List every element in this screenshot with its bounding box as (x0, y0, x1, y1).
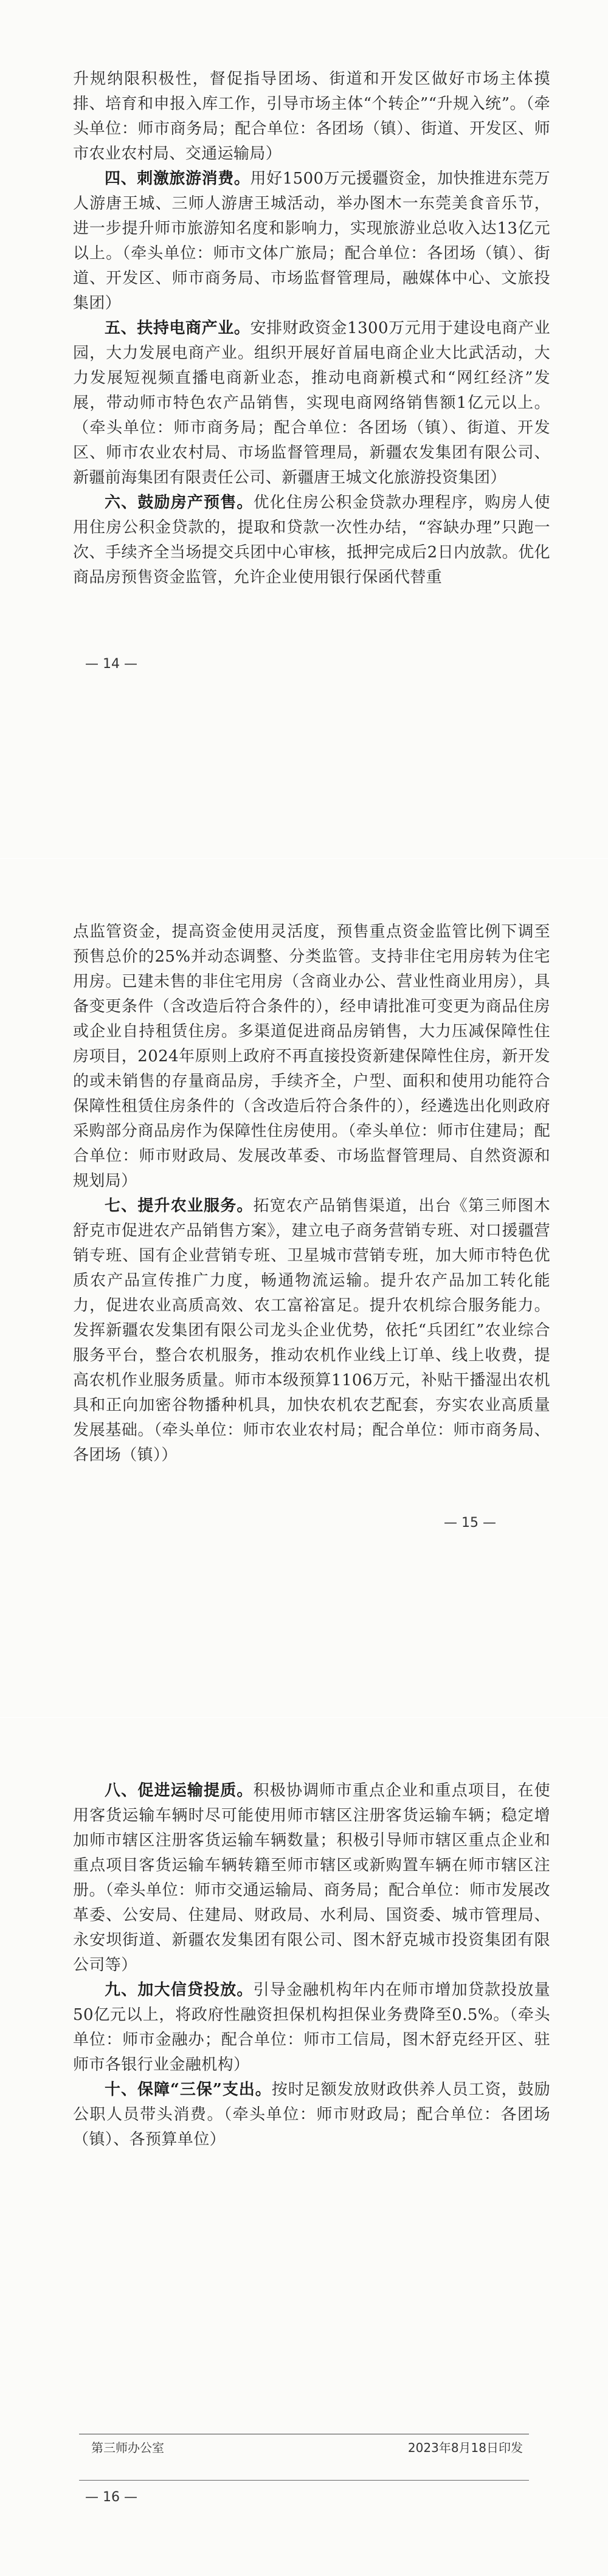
section-heading: 六、鼓励房产预售。 (105, 494, 254, 512)
paragraph-text: 升规纳限积极性，督促指导团场、街道和开发区做好市场主体摸排、培育和申报入库工作，引导市场主体“个转企”“升规入统”。（牵头单位：师市商务局；配合单位：各团场（镇）、街道、开发区、师市农业农村局、交通运输局） (73, 70, 550, 163)
page-body (73, 1779, 550, 2152)
paragraph-text: 点监管资金，提高资金使用灵活度，预售重点资金监管比例下调至预售总价的25%并动态调整、分类监管。支持非住宅用房转为住宅用房。已建未售的非住宅用房（含商业办公、营业性商业用房），具备变更条件（含改造后符合条件的），经申请批准可变更为商品住房或企业自持租赁住房。多渠道促进商品房销售，大力压减保障性住房项目，2024年原则上政府不再直接投资新建保障性住房，新开发的或未销售的存量商品房，手续齐全，户型、面积和使用功能符合保障性租赁住房条件的（含改造后符合条件的），经遴选出化则政府采购部分商品房作为保障性住房使用。（牵头单位：师市住建局；配合单位：师市财政局、发展改革委、市场监督管理局、自然资源和规划局） (73, 923, 550, 1190)
section-heading: 九、加大信贷投放。 (105, 1981, 254, 1999)
page-number: — 16 — (85, 2490, 137, 2505)
section-heading: 八、促进运输提质。 (105, 1782, 254, 1800)
paragraph (73, 2078, 550, 2152)
footer-rule-bottom (79, 2480, 529, 2481)
paragraph-text: 安排财政资金1300万元用于建设电商产业园，大力发展电商产业。组织开展好首届电商企业大比武活动，大力发展短视频直播电商新业态，推动电商新模式和“网红经济”发展，带动师市特色农产品销售，实现电商网络销售额1亿元以上。（牵头单位：师市商务局；配合单位：各团场（镇）、街道、开发区、师市农业农村局、市场监督管理局，新疆农发集团有限公司、新疆前海集团有限责任公司、新疆唐王城文化旅游投资集团） (73, 319, 550, 487)
page-number: — 14 — (85, 656, 137, 672)
page-body (73, 920, 550, 1468)
paragraph (73, 316, 550, 491)
section-heading: 七、提升农业服务。 (105, 1197, 254, 1215)
paragraph-text: 拓宽农产品销售渠道，出台《第三师图木舒克市促进农产品销售方案》，建立电子商务营销专班、对口援疆营销专班、国有企业营销专班、卫星城市营销专班，加大师市特色优质农产品宣传推广力度，畅通物流运输。提升农产品加工转化能力，促进农业高质高效、农工富裕富足。提升农机综合服务能力。发挥新疆农发集团有限公司龙头企业优势，依托“兵团红”农业综合服务平台，整合农机服务，推动农机作业线上订单、线上收费，提高农机作业服务质量。师市本级预算1106万元，补贴干播湿出农机具和正向加密谷物播种机具，加快农机农艺配套，夯实农业高质量发展基础。（牵头单位：师市农业农村局；配合单位：师市商务局、各团场（镇）） (73, 1197, 550, 1464)
section-heading: 四、刺激旅游消费。 (105, 170, 250, 188)
paragraph (73, 491, 550, 590)
paragraph (73, 1779, 550, 1978)
section-heading: 十、保障“三保”支出。 (105, 2081, 272, 2099)
section-heading: 五、扶持电商产业。 (105, 319, 250, 337)
issuing-office: 第三师办公室 (91, 2440, 164, 2455)
document-page-16 (0, 1718, 608, 2576)
page-body (73, 67, 550, 590)
document-page-15 (0, 859, 608, 1717)
paragraph-text: 按时足额发放财政供养人员工资，鼓励公职人员带头消费。（牵头单位：师市财政局；配合单位：各团场（镇）、各预算单位） (73, 2081, 550, 2149)
paragraph-text: 用好1500万元援疆资金，加快推进东莞万人游唐王城、三师人游唐王城活动，举办图木一东莞美食音乐节，进一步提升师市旅游知名度和影响力，实现旅游业总收入达13亿元以上。（牵头单位：师市文体广旅局；配合单位：各团场（镇）、街道、开发区、师市商务局、市场监督管理局，融媒体中心、文旅投集团） (73, 170, 550, 312)
paragraph (73, 1194, 550, 1468)
paragraph (73, 67, 550, 167)
document-footer (79, 2434, 529, 2481)
paragraph (73, 920, 550, 1194)
page-number: — 15 — (444, 1515, 496, 1531)
document-page-14 (0, 0, 608, 858)
paragraph (73, 167, 550, 316)
paragraph-text: 优化住房公积金贷款办理程序，购房人使用住房公积金贷款的，提取和贷款一次性办结，“容缺办理”只跑一次、手续齐全当场提交兵团中心审核，抵押完成后2日内放款。优化商品房预售资金监管，允许企业使用银行保函代替重 (73, 494, 550, 587)
paragraph (73, 1978, 550, 2078)
paragraph-text: 积极协调师市重点企业和重点项目，在使用客货运输车辆时尽可能使用师市辖区注册客货运输车辆；稳定增加师市辖区注册客货运输车辆数量；积极引导师市辖区重点企业和重点项目客货运输车辆转籍至师市辖区或新购置车辆在师市辖区注册。（牵头单位：师市交通运输局、商务局；配合单位：师市发展改革委、公安局、住建局、财政局、水利局、国资委、城市管理局、永安坝街道、新疆农发集团有限公司、图木舒克城市投资集团有限公司等） (73, 1782, 550, 1974)
issue-date: 2023年8月18日印发 (407, 2440, 523, 2455)
paragraph-text: 引导金融机构年内在师市增加贷款投放量50亿元以上，将政府性融资担保机构担保业务费降至0.5%。（牵头单位：师市金融办；配合单位：师市工信局，图木舒克经开区、驻师市各银行业金融机构） (73, 1981, 550, 2074)
